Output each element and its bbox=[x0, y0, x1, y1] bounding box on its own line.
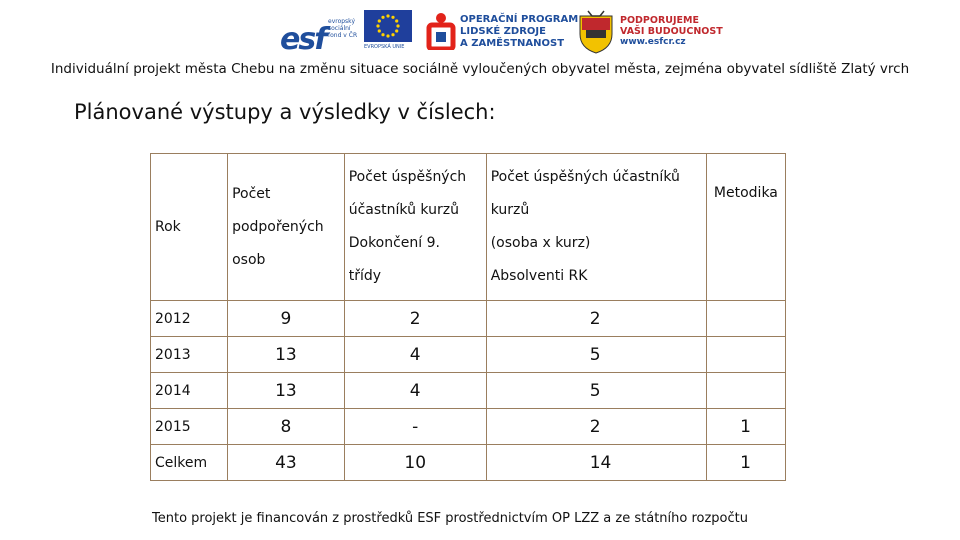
op-line-1: OPERAČNÍ PROGRAM bbox=[460, 14, 579, 25]
header-completed-line-4: třídy bbox=[348, 268, 382, 284]
header-rk-line-2: kurzů bbox=[490, 202, 530, 218]
esf-caption: evropský sociální fond v ČR bbox=[328, 18, 358, 39]
esf-logo bbox=[280, 8, 358, 57]
op-line-3: A ZAMĚSTNANOST bbox=[460, 38, 565, 49]
table-row bbox=[151, 301, 786, 337]
funding-footer: Tento projekt je financován z prostředků ESF prostřednictvím OP LZZ a ze státního rozpočtu bbox=[152, 511, 748, 526]
cell-completed: 4 bbox=[344, 373, 486, 409]
eu-flag-logo bbox=[364, 8, 414, 52]
header-supported-line-1: Počet bbox=[232, 185, 271, 202]
cell-year: 2012 bbox=[151, 301, 228, 337]
support-line-2: VAŠI BUDOUCNOST bbox=[620, 26, 723, 37]
cell-supported: 9 bbox=[228, 301, 345, 337]
header-cell-rok bbox=[151, 154, 228, 301]
header-supported-line-2: podpořených bbox=[232, 218, 324, 235]
cell-completed: 10 bbox=[344, 445, 486, 481]
cell-method: 1 bbox=[706, 445, 785, 481]
cell-year: 2013 bbox=[151, 337, 228, 373]
cell-completed: - bbox=[344, 409, 486, 445]
cell-method bbox=[706, 301, 785, 337]
table-row bbox=[151, 409, 786, 445]
table-row bbox=[151, 373, 786, 409]
table-header-row bbox=[151, 154, 786, 301]
support-url: www.esfcr.cz bbox=[620, 37, 686, 47]
cell-rk: 2 bbox=[486, 409, 706, 445]
header-supported-line-3: osob bbox=[232, 251, 266, 268]
header-completed-line-1: Počet úspěšných bbox=[348, 169, 467, 185]
table-row-total bbox=[151, 445, 786, 481]
eu-caption: EVROPSKÁ UNIE bbox=[364, 44, 405, 50]
cell-method bbox=[706, 337, 785, 373]
cell-rk: 14 bbox=[486, 445, 706, 481]
project-title: Individuální projekt města Chebu na změnu situace sociálně vyloučených obyvatel města, zejména obyvatel sídliště Zlatý vrch bbox=[50, 61, 910, 77]
header-completed-line-3: Dokončení 9. bbox=[348, 235, 440, 251]
cheb-crest-icon bbox=[578, 8, 614, 52]
cell-year: 2015 bbox=[151, 409, 228, 445]
header-cell-supported bbox=[228, 154, 345, 301]
cell-supported: 13 bbox=[228, 373, 345, 409]
logo-strip bbox=[276, 8, 723, 57]
op-lzz-logo bbox=[426, 8, 579, 52]
support-line-1: PODPORUJEME bbox=[620, 15, 699, 26]
cell-year: Celkem bbox=[151, 445, 228, 481]
header-cell-method bbox=[706, 154, 785, 301]
eu-flag-icon bbox=[364, 10, 412, 42]
cell-supported: 8 bbox=[228, 409, 345, 445]
op-figure-icon bbox=[426, 12, 456, 50]
cell-completed: 4 bbox=[344, 337, 486, 373]
cell-year: 2014 bbox=[151, 373, 228, 409]
cell-completed: 2 bbox=[344, 301, 486, 337]
section-heading: Plánované výstupy a výsledky v číslech: bbox=[74, 100, 496, 124]
header-rk-line-4: Absolventi RK bbox=[490, 268, 588, 284]
header-rok-label: Rok bbox=[155, 219, 181, 235]
header-rk-line-1: Počet úspěšných účastníků bbox=[490, 169, 680, 185]
header-rk-line-3: (osoba x kurz) bbox=[490, 235, 591, 251]
esf-mark: esf bbox=[280, 22, 326, 57]
cell-method bbox=[706, 373, 785, 409]
header-cell-completed bbox=[344, 154, 486, 301]
cell-method: 1 bbox=[706, 409, 785, 445]
cell-rk: 5 bbox=[486, 373, 706, 409]
cell-supported: 13 bbox=[228, 337, 345, 373]
support-logo bbox=[620, 8, 723, 52]
results-table bbox=[150, 153, 786, 481]
cell-supported: 43 bbox=[228, 445, 345, 481]
op-line-2: LIDSKÉ ZDROJE bbox=[460, 26, 546, 37]
table-row bbox=[151, 337, 786, 373]
cell-rk: 5 bbox=[486, 337, 706, 373]
header-method-label: Metodika bbox=[713, 185, 778, 201]
header-completed-line-2: účastníků kurzů bbox=[348, 202, 459, 218]
header-cell-rk bbox=[486, 154, 706, 301]
cell-rk: 2 bbox=[486, 301, 706, 337]
